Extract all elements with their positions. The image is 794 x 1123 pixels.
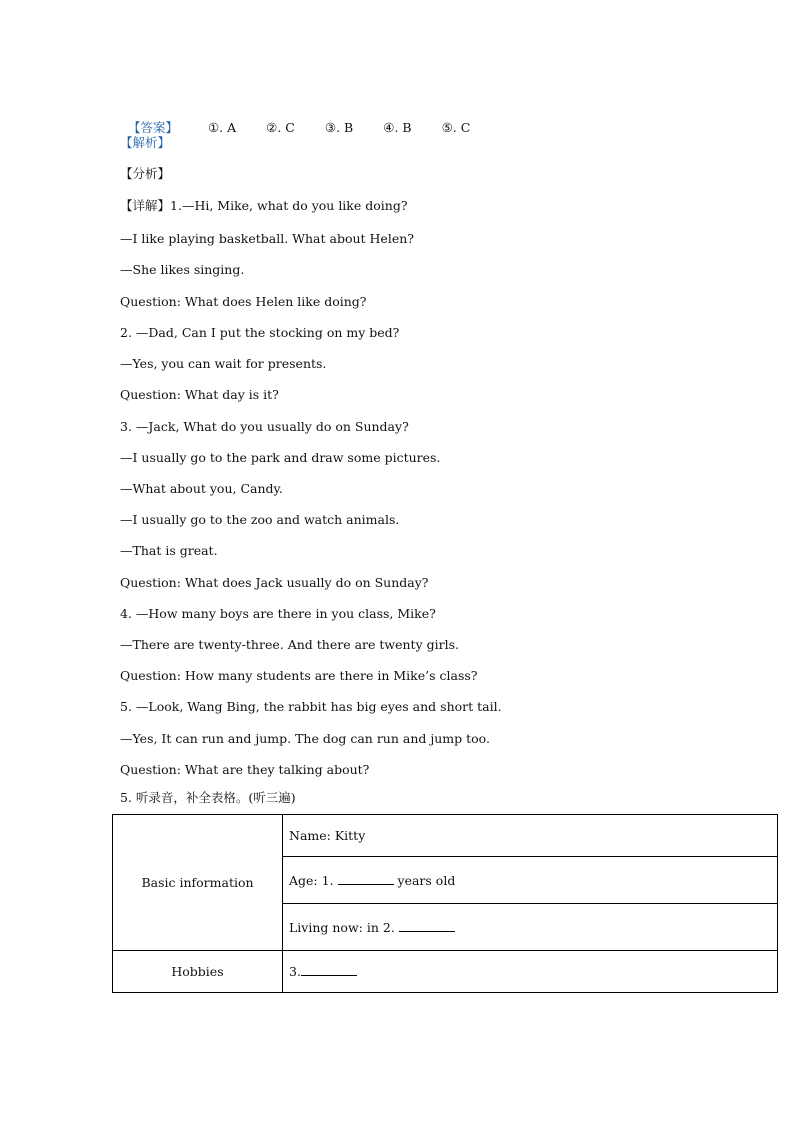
- transcript-line: 2. —Dad, Can I put the stocking on my bed?: [120, 325, 400, 340]
- basic-info-label: Basic information: [113, 815, 283, 951]
- living-blank[interactable]: [399, 920, 455, 932]
- transcript-line: 3. —Jack, What do you usually do on Sunday?: [120, 419, 409, 434]
- transcript-line: —Yes, you can wait for presents.: [120, 356, 327, 371]
- transcript-line: —I usually go to the park and draw some pictures.: [120, 450, 441, 465]
- answer-item-2: ②. C: [266, 120, 295, 135]
- answer-label: 【答案】: [127, 120, 178, 135]
- living-prefix: Living now: in 2.: [289, 919, 395, 935]
- hobbies-blank[interactable]: [301, 964, 357, 976]
- transcript-line: —What about you, Candy.: [120, 481, 283, 496]
- transcript-line: 5. —Look, Wang Bing, the rabbit has big eyes and short tail.: [120, 699, 502, 714]
- transcript-line: —That is great.: [120, 543, 218, 558]
- hobbies-prefix: 3.: [289, 964, 301, 979]
- transcript-line: Question: What are they talking about?: [120, 762, 370, 777]
- age-cell: [283, 857, 778, 904]
- age-suffix: years old: [397, 872, 456, 888]
- fenxi-label: 【分析】: [120, 166, 171, 181]
- transcript-line: —Yes, It can run and jump. The dog can run and jump too.: [120, 731, 490, 746]
- answer-item-4: ④. B: [383, 120, 412, 135]
- transcript-line: Question: What day is it?: [120, 387, 279, 402]
- answer-item-5: ⑤. C: [441, 120, 471, 135]
- hobbies-label: Hobbies: [113, 951, 283, 993]
- transcript-line: 4. —How many boys are there in you class, Mike?: [120, 606, 436, 621]
- age-prefix: Age: 1.: [289, 872, 334, 888]
- answer-item-3: ③. B: [324, 120, 354, 135]
- answer-row: [120, 104, 470, 136]
- answer-item-1: ①. A: [207, 120, 237, 135]
- transcript-line: —I like playing basketball. What about Helen?: [120, 231, 414, 246]
- transcript-line: —I usually go to the zoo and watch animals.: [120, 512, 400, 527]
- analysis-label: 【解析】: [120, 135, 171, 150]
- hobbies-cell: [283, 951, 778, 993]
- detail-text: 1.—Hi, Mike, what do you like doing?: [170, 198, 408, 213]
- section5-title: 5. 听录音，补全表格。(听三遍): [120, 790, 296, 805]
- living-cell: [283, 904, 778, 951]
- detail-label: 【详解】: [120, 198, 171, 213]
- transcript-line: Question: What does Jack usually do on Sunday?: [120, 575, 429, 590]
- name-cell: Name: Kitty: [283, 815, 778, 857]
- transcript-line: —She likes singing.: [120, 262, 245, 277]
- transcript-line: Question: What does Helen like doing?: [120, 294, 367, 309]
- detail-first-line: [120, 198, 408, 214]
- transcript-line: —There are twenty-three. And there are twenty girls.: [120, 637, 459, 652]
- age-blank[interactable]: [338, 873, 394, 885]
- transcript-line: Question: How many students are there in Mike’s class?: [120, 668, 478, 683]
- info-table: [112, 814, 778, 993]
